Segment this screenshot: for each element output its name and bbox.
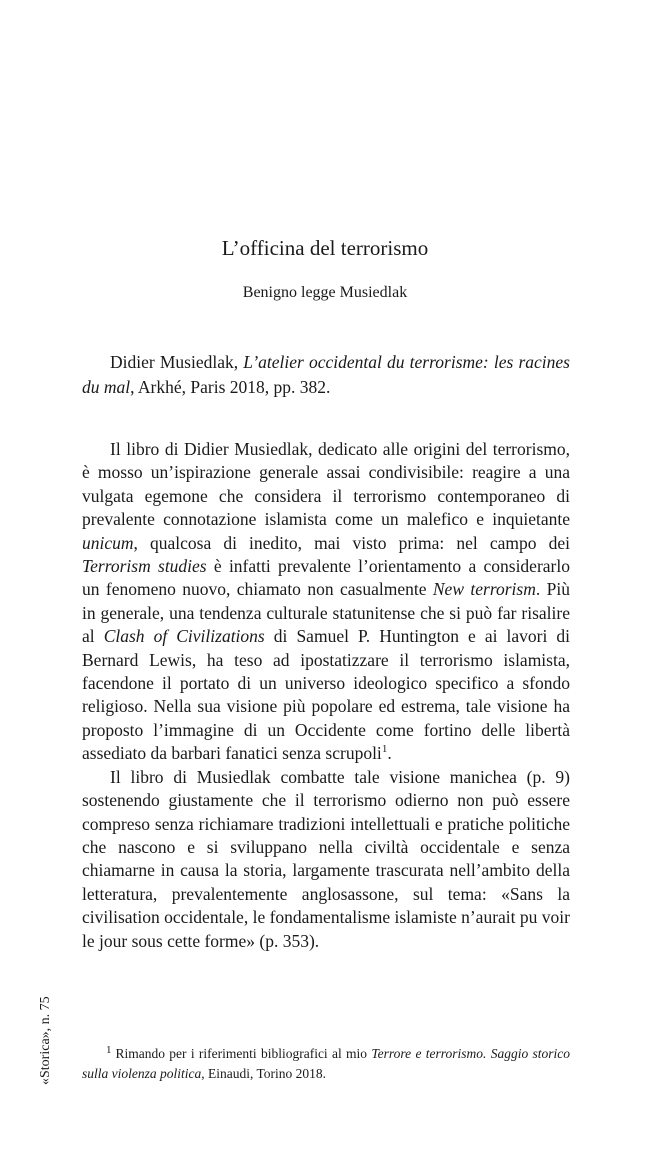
book-author: Didier Musiedlak, — [110, 352, 244, 372]
footnote-text: , Einaudi, Torino 2018. — [201, 1066, 327, 1081]
italic-term: unicum — [82, 532, 134, 553]
italic-title: Clash of Civilizations — [103, 626, 265, 647]
footnote — [82, 1044, 570, 1084]
text-run: , qualcosa di inedito, mai visto prima: nel campo dei — [133, 532, 570, 553]
paragraph-1 — [82, 438, 570, 766]
footnote-text: Rimando per i riferimenti bibliografici al mio — [115, 1046, 372, 1061]
book-publication: , Arkhé, Paris 2018, pp. 382. — [130, 377, 331, 397]
footnote-title: Terrore e terrorismo. Saggio storico sulla violenza politica — [82, 1046, 571, 1081]
journal-label: «Storica», n. 75 — [38, 996, 53, 1085]
article-title: L’officina del terrorismo — [221, 236, 429, 260]
book-title: L’atelier occidental du terrorisme: les racines du mal — [82, 352, 570, 397]
text-run: di Samuel P. Huntington e ai lavori di Bernard Lewis, ha teso ad ipostatizzare il terrorismo islamista, facendone il portato di un universo ideologico specifico a sfondo religioso. Nella sua visione più popolare ed estrema, tale visione ha proposto l’immagine di un Occidente come fortino delle libertà assediato da barbari fanatici senza scrupoli — [82, 626, 570, 764]
footnote-ref[interactable]: 1 — [381, 743, 388, 756]
text-run: . — [387, 743, 392, 764]
text-run: è infatti prevalente l’orientamento a considerarlo un fenomeno nuovo, chiamato non casualmente — [82, 556, 570, 600]
text-run: Il libro di Didier Musiedlak, dedicato alle origini del terrorismo, è mosso un’ispirazione generale assai condivisibile: reagire a una vulgata egemone che considera il terrorismo contemporaneo di prevalente connotazione islamista come un malefico e inquietante — [82, 439, 570, 530]
italic-term: New terrorism — [432, 579, 536, 600]
article-body — [82, 438, 570, 953]
paragraph-2: Il libro di Musiedlak combatte tale visione manichea (p. 9) sostenendo giustamente che il terrorismo odierno non può essere compreso senza richiamare tradizioni intellettuali e pratiche politiche che nascono e si sviluppano nella civiltà occidentale e senza chiamarne in causa la storia, largamente trascurata nell’ambito della letteratura, prevalentemente anglosassone, sul tema: «Sans la civilisation occidentale, le fondamentalisme islamiste n’aurait pu voir le jour sous cette forme» (p. 353). — [82, 766, 570, 951]
text-run: . Più in generale, una tendenza culturale statunitense che si può far risalire al — [82, 579, 570, 647]
article-author: Benigno legge Musiedlak — [242, 284, 408, 301]
footnote-number: 1 — [106, 1043, 112, 1056]
italic-term: Terrorism studies — [82, 556, 207, 577]
reviewed-book-citation — [82, 350, 570, 400]
